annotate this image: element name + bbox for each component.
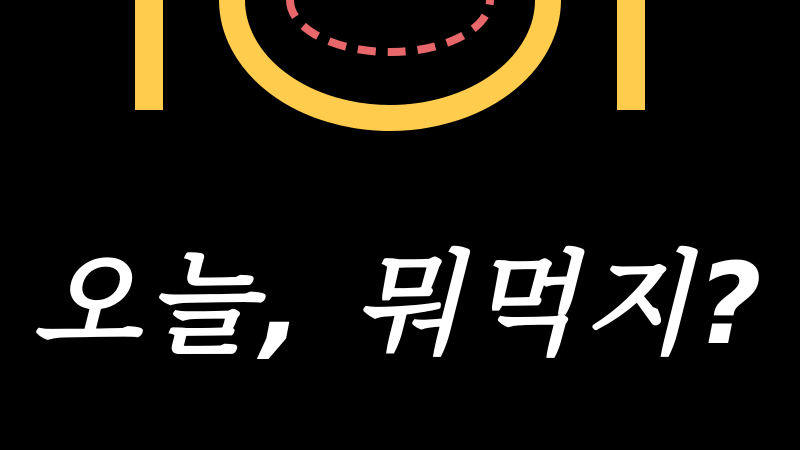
knife-bar xyxy=(617,0,645,110)
plate-fork-knife-icon xyxy=(0,0,800,170)
headline-text: 오늘, 뭐먹지? xyxy=(32,240,768,370)
fork-bar xyxy=(135,0,163,110)
plate-rim xyxy=(232,0,548,118)
plate-dashed-inner xyxy=(290,0,490,52)
